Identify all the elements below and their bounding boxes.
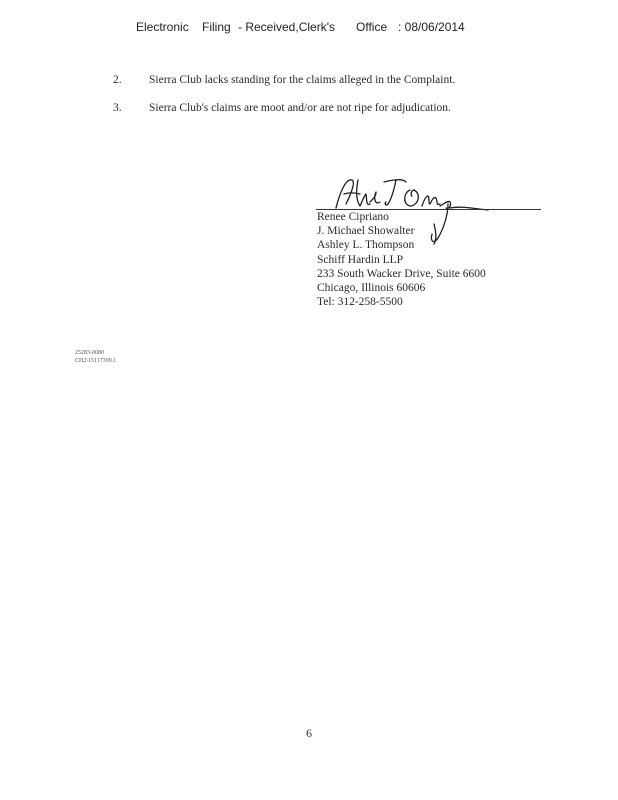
numbered-paragraph	[0, 102, 618, 118]
stamp-word-electronic: Electronic	[136, 20, 189, 34]
stamp-word-date: : 08/06/2014	[398, 20, 465, 34]
electronic-filing-stamp	[0, 20, 618, 38]
stamp-word-office: Office	[356, 20, 388, 34]
attorney-name: J. Michael Showalter	[317, 225, 415, 238]
stamp-word-filing: Filing	[202, 20, 231, 34]
page-number: 6	[306, 726, 312, 740]
paragraph-number: 3.	[113, 102, 122, 114]
stamp-word-received-clerks: - Received,Clerk's	[238, 20, 335, 34]
document-id-line: 25283-0080	[75, 350, 104, 356]
firm-telephone: Tel: 312-258-5500	[317, 296, 403, 309]
firm-address-street: 233 South Wacker Drive, Suite 6600	[317, 267, 486, 280]
document-identifier	[75, 349, 116, 365]
paragraph-number: 2.	[113, 74, 122, 86]
signature-block	[310, 172, 550, 312]
attorney-info	[317, 210, 486, 309]
attorney-name: Renee Cipriano	[317, 211, 389, 223]
paragraph-text: Sierra Club lacks standing for the claims alleged in the Complaint.	[149, 74, 456, 86]
firm-name: Schiff Hardin LLP	[317, 253, 404, 266]
document-id-line: CH2\15117399.1	[75, 358, 117, 364]
firm-address-city: Chicago, Illinois 60606	[317, 282, 426, 295]
numbered-paragraph	[0, 74, 618, 90]
paragraph-text: Sierra Club's claims are moot and/or are not ripe for adjudication.	[149, 102, 451, 114]
attorney-name: Ashley L. Thompson	[317, 239, 415, 252]
